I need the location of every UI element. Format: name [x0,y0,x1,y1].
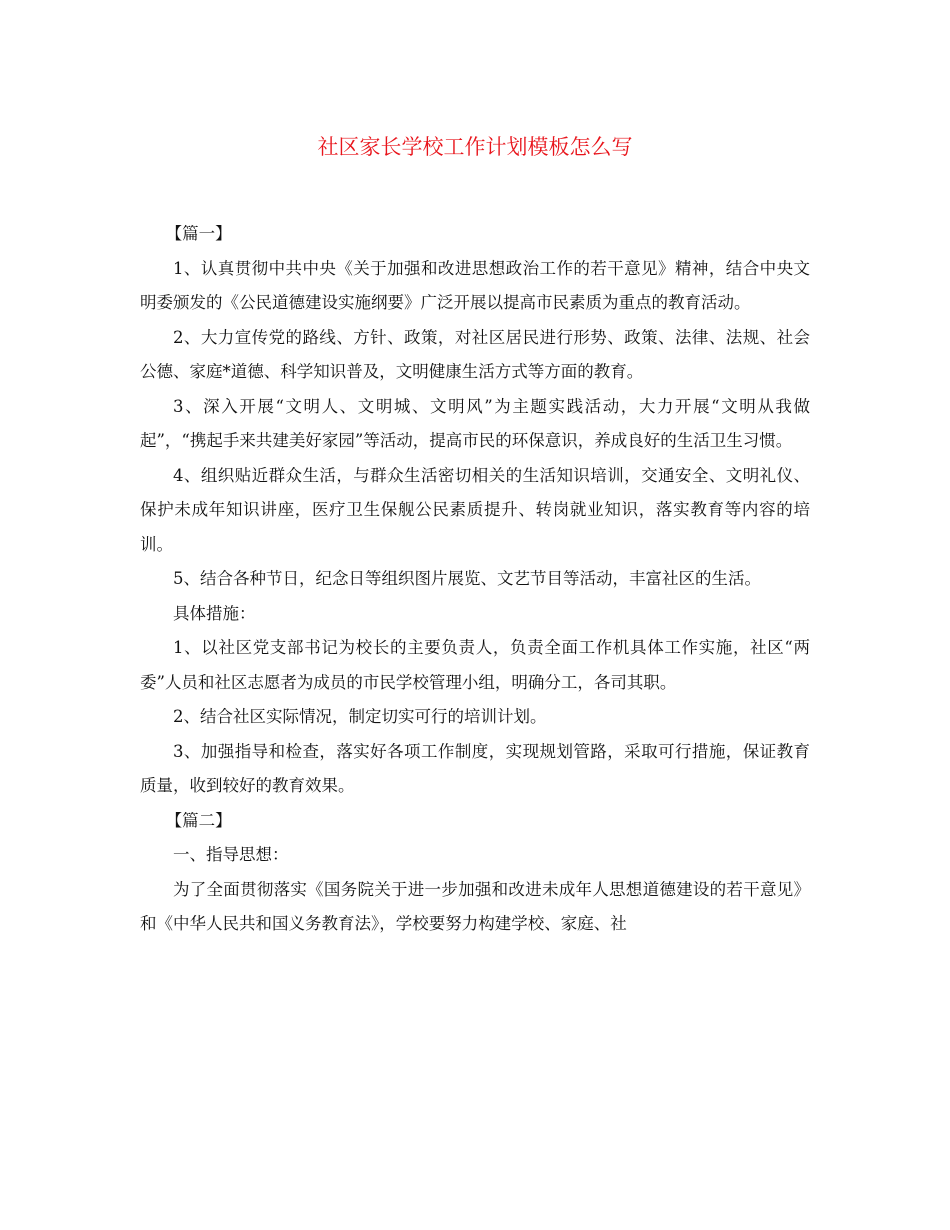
paragraph: 2、结合社区实际情况，制定切实可行的培训计划。 [173,707,547,726]
section-heading-1: 【篇一】 [165,224,232,243]
section-heading-2: 【篇二】 [165,810,232,830]
paragraph: 3、深入开展“文明人、文明城、文明风”为主题实践活动，大力开展“文明从我做起”，“携起手来共建美好家园”等活动，提高市民的环保意识，养成良好的生活卫生习惯。 [140,396,810,450]
document-body [140,217,810,942]
paragraph: 一、指导思想： [173,845,289,864]
paragraph: 4、组织贴近群众生活，与群众生活密切相关的生活知识培训，交通安全、文明礼仪、保护未成年知识讲座，医疗卫生保舰公民素质提升、转岗就业知识，落实教育等内容的培训。 [140,465,810,554]
document-title: 社区家长学校工作计划模板怎么写 [317,135,633,159]
paragraph: 具体措施： [173,603,256,623]
paragraph: 1、以社区党支部书记为校长的主要负责人，负责全面工作机具体工作实施，社区“两委”人员和社区志愿者为成员的市民学校管理小组，明确分工，各司其职。 [140,638,810,692]
paragraph: 1、认真贯彻中共中央《关于加强和改进思想政治工作的若干意见》精神，结合中央文明委颁发的《公民道德建设实施纲要》广泛开展以提高市民素质为重点的教育活动。 [140,258,810,312]
paragraph: 为了全面贯彻落实《国务院关于进一步加强和改进未成年人思想道德建设的若干意见》和《中华人民共和国义务教育法》，学校要努力构建学校、家庭、社 [140,879,810,933]
paragraph: 3、加强指导和检查，落实好各项工作制度，实现规划管路，采取可行措施，保证教育质量，收到较好的教育效果。 [140,741,810,795]
paragraph: 2、大力宣传党的路线、方针、政策，对社区居民进行形势、政策、法律、法规、社会公德、家庭*道德、科学知识普及，文明健康生活方式等方面的教育。 [140,327,810,381]
paragraph: 5、结合各种节日，纪念日等组织图片展览、文艺节目等活动，丰富社区的生活。 [173,569,761,588]
